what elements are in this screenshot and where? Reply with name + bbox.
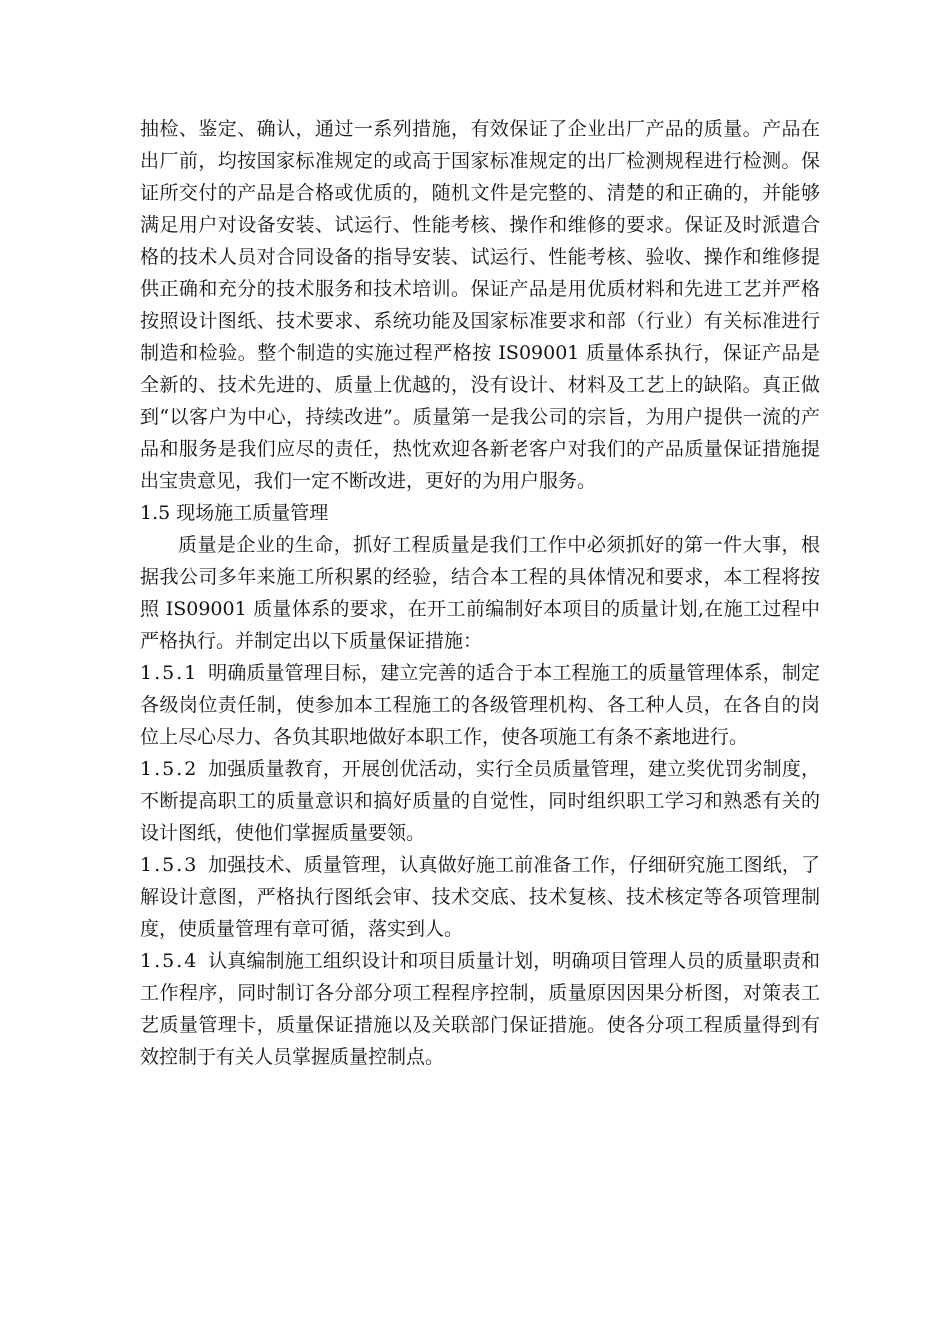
intro-paragraph: 抽检、鉴定、确认，通过一系列措施，有效保证了企业出厂产品的质量。产品在出厂前，均按国家标准规定的或高于国家标准规定的出厂检测规程进行检测。保证所交付的产品是合格或优质的，随机文件是完整的、清楚的和正确的，并能够满足用户对设备安装、试运行、性能考核、操作和维修的要求。保证及时派遣合格的技术人员对合同设备的指导安装、试运行、性能考核、验收、操作和维修提供正确和充分的技术服务和技术培训。保证产品是用优质材料和先进工艺并严格按照设计图纸、技术要求、系统功能及国家标准要求和部（行业）有关标准进行制造和检验。整个制造的实施过程严格按 IS09001 质量体系执行，保证产品是全新的、技术先进的、质量上优越的，没有设计、材料及工艺上的缺陷。真正做到“以客户为中心，持续改进”。质量第一是我公司的宗旨，为用户提供一流的产品和服务是我们应尽的责任，热忱欢迎各新老客户对我们的产品质量保证措施提出宝贵意见，我们一定不断改进，更好的为用户服务。 <box>140 118 820 492</box>
section-heading: 1.5 现场施工质量管理 <box>140 502 329 524</box>
item-text: 加强质量教育，开展创优活动，实行全员质量管理，建立奖优罚劣制度，不断提高职工的质量意识和搞好质量的自觉性，同时组织职工学习和熟悉有关的设计图纸，使他们掌握质量要领。 <box>140 758 820 844</box>
document-page <box>140 113 820 1073</box>
item-number: 1.5.3 <box>140 854 199 876</box>
section-paragraph: 质量是企业的生命，抓好工程质量是我们工作中必须抓好的第一件大事，根据我公司多年来施工所积累的经验，结合本工程的具体情况和要求，本工程将按照 IS09001 质量体系的要求，在开工前编制好本项目的质量计划,在施工过程中严格执行。并制定出以下质量保证措施： <box>140 534 820 652</box>
item-number: 1.5.2 <box>140 758 199 780</box>
list-item <box>140 849 820 945</box>
item-number: 1.5.4 <box>140 950 199 972</box>
list-item <box>140 657 820 753</box>
list-item <box>140 945 820 1073</box>
list-item <box>140 753 820 849</box>
item-number: 1.5.1 <box>140 662 199 684</box>
item-text: 明确质量管理目标，建立完善的适合于本工程施工的质量管理体系，制定各级岗位责任制，使参加本工程施工的各级管理机构、各工种人员，在各自的岗位上尽心尽力、各负其职地做好本职工作，使各项施工有条不紊地进行。 <box>140 662 820 748</box>
item-text: 加强技术、质量管理，认真做好施工前准备工作，仔细研究施工图纸，了解设计意图，严格执行图纸会审、技术交底、技术复核、技术核定等各项管理制度，使质量管理有章可循，落实到人。 <box>140 854 820 940</box>
item-text: 认真编制施工组织设计和项目质量计划，明确项目管理人员的质量职责和工作程序，同时制订各分部分项工程程序控制，质量原因因果分析图，对策表工艺质量管理卡，质量保证措施以及关联部门保证措施。使各分项工程质量得到有效控制于有关人员掌握质量控制点。 <box>140 950 820 1068</box>
